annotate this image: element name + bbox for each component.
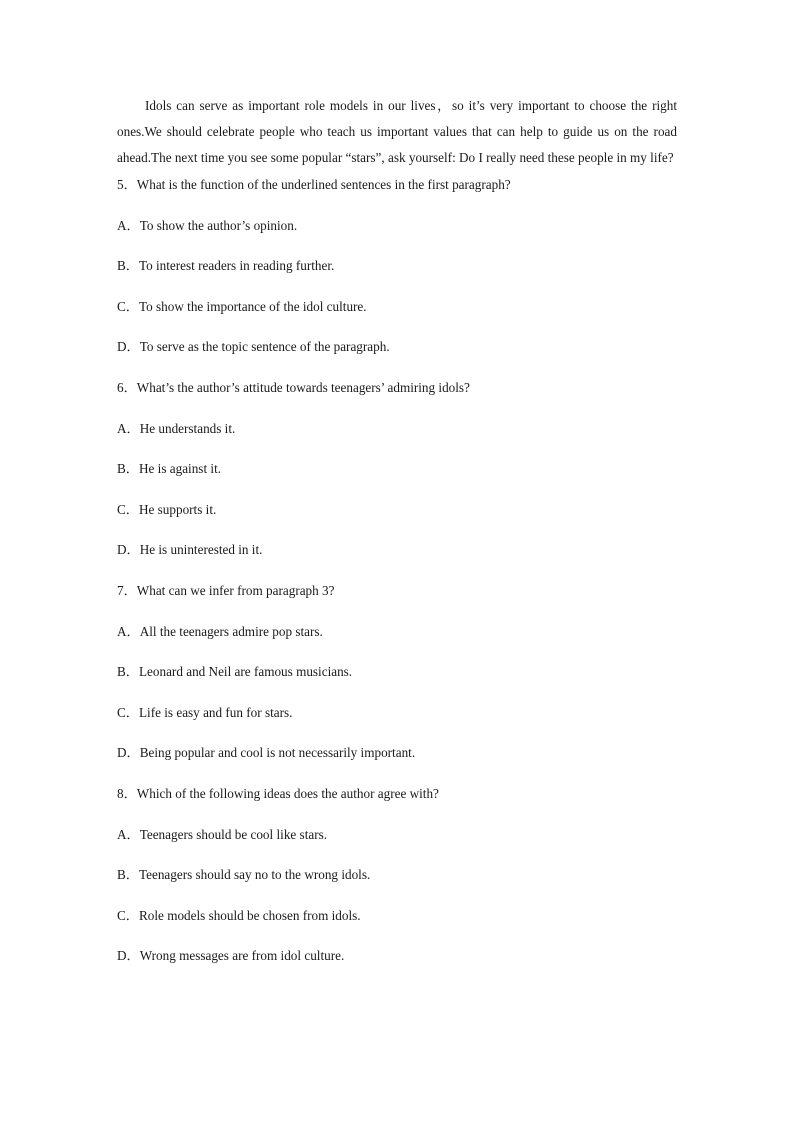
option-letter: D． — [117, 542, 140, 558]
option-text: To interest readers in reading further. — [138, 258, 335, 274]
option-8a — [117, 825, 677, 866]
option-text: He is against it. — [138, 461, 222, 477]
document-page — [117, 93, 677, 987]
option-5c — [117, 297, 677, 338]
option-8d — [117, 946, 677, 987]
question-6 — [117, 378, 677, 419]
option-letter: A． — [117, 420, 140, 436]
option-text: Life is easy and fun for stars. — [138, 704, 293, 720]
option-7a — [117, 622, 677, 663]
option-letter: C． — [117, 907, 139, 923]
question-block-8 — [117, 784, 677, 987]
question-block-6 — [117, 378, 677, 581]
option-5d — [117, 337, 677, 378]
question-text: What can we infer from paragraph 3? — [136, 582, 335, 598]
option-letter: D． — [117, 745, 140, 761]
question-block-7 — [117, 581, 677, 784]
question-5 — [117, 175, 677, 216]
option-letter: B． — [117, 867, 139, 883]
option-text: Teenagers should say no to the wrong idols. — [138, 867, 371, 883]
option-letter: A． — [117, 217, 140, 233]
option-7b — [117, 662, 677, 703]
option-text: To show the importance of the idol culture. — [138, 298, 367, 314]
question-8 — [117, 784, 677, 825]
option-text: Leonard and Neil are famous musicians. — [138, 664, 353, 680]
question-number: 5． — [117, 177, 137, 192]
option-5b — [117, 256, 677, 297]
option-5a — [117, 216, 677, 257]
option-8c — [117, 906, 677, 947]
option-letter: C． — [117, 298, 139, 314]
option-letter: D． — [117, 339, 140, 355]
option-text: Teenagers should be cool like stars. — [139, 826, 328, 842]
option-letter: B． — [117, 461, 139, 477]
question-text: What is the function of the underlined sentences in the first paragraph? — [136, 177, 511, 192]
option-letter: B． — [117, 664, 139, 680]
question-number: 7． — [117, 582, 137, 598]
question-block-5 — [117, 175, 677, 378]
option-letter: B． — [117, 258, 139, 274]
question-number: 6． — [117, 379, 137, 395]
option-text: All the teenagers admire pop stars. — [139, 623, 323, 639]
option-letter: C． — [117, 704, 139, 720]
option-6a — [117, 419, 677, 460]
option-7d — [117, 743, 677, 784]
question-7 — [117, 581, 677, 622]
option-6b — [117, 459, 677, 500]
option-text: To serve as the topic sentence of the paragraph. — [139, 339, 390, 355]
passage-paragraph: Idols can serve as important role models in our lives，so it’s very important to choose the right ones.We should celebrate people who teach us important values that can help to guide us on the road ahead.The next time you see some popular “stars”, ask yourself: Do I really need these people in my life? — [117, 98, 677, 165]
option-text: He is uninterested in it. — [139, 542, 263, 558]
option-text: He supports it. — [138, 501, 217, 517]
option-text: To show the author’s opinion. — [139, 217, 298, 233]
option-8b — [117, 865, 677, 906]
option-letter: A． — [117, 826, 140, 842]
option-7c — [117, 703, 677, 744]
option-text: He understands it. — [139, 420, 236, 436]
option-text: Wrong messages are from idol culture. — [139, 948, 345, 964]
option-6c — [117, 500, 677, 541]
question-text: Which of the following ideas does the author agree with? — [136, 785, 439, 801]
option-6d — [117, 540, 677, 581]
question-text: What’s the author’s attitude towards teenagers’ admiring idols? — [136, 379, 470, 395]
option-letter: C． — [117, 501, 139, 517]
option-text: Role models should be chosen from idols. — [138, 907, 361, 923]
option-text: Being popular and cool is not necessarily important. — [139, 745, 416, 761]
question-number: 8． — [117, 785, 137, 801]
option-letter: A． — [117, 623, 140, 639]
option-letter: D． — [117, 948, 140, 964]
